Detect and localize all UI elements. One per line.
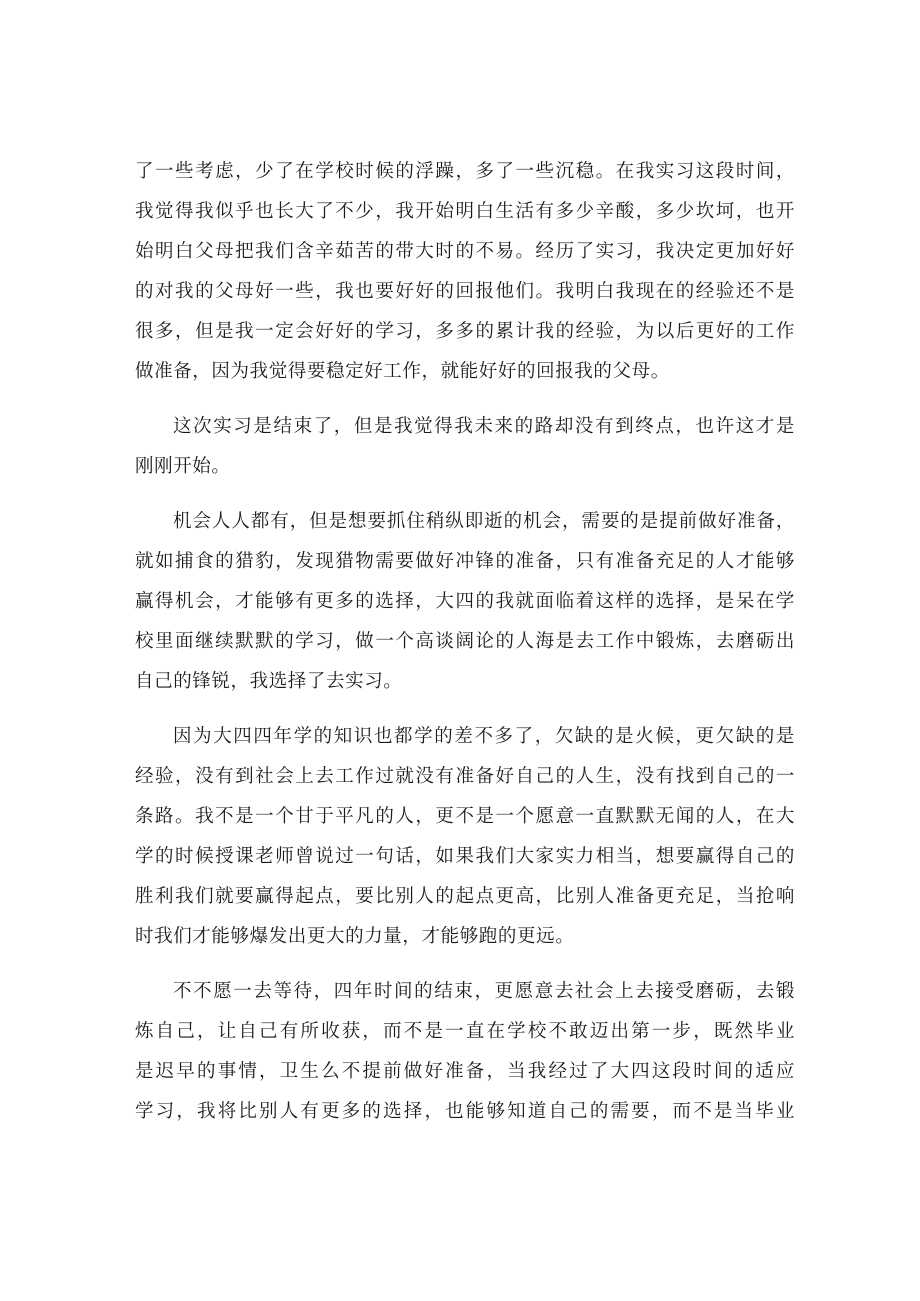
- text-line: 学的时候授课老师曾说过一句话，如果我们大家实力相当，想要赢得自己的: [135, 846, 795, 867]
- text-line: 自己的锋锐，我选择了去实习。: [135, 671, 403, 692]
- text-line: 我觉得我似乎也长大了不少，我开始明白生活有多少辛酸，多少坎坷，也开: [135, 201, 795, 222]
- text-line: 炼自己，让自己有所收获，而不是一直在学校不敢迈出第一步，既然毕业: [135, 1021, 795, 1042]
- text-line: 时我们才能够爆发出更大的力量，才能够跑的更远。: [135, 926, 575, 947]
- text-line: 经验，没有到社会上去工作过就没有准备好自己的人生，没有找到自己的一: [135, 766, 795, 787]
- text-line: 赢得机会，才能够有更多的选择，大四的我就面临着这样的选择，是呆在学: [135, 591, 795, 612]
- text-line: 很多，但是我一定会好好的学习，多多的累计我的经验，为以后更好的工作: [135, 321, 795, 342]
- paragraph-2: [135, 407, 795, 487]
- text-line: 的对我的父母好一些，我也要好好的回报他们。我明白我现在的经验还不是: [135, 281, 795, 302]
- text-line: 学习，我将比别人有更多的选择，也能够知道自己的需要，而不是当毕业: [135, 1101, 795, 1122]
- text-line: 就如捕食的猎豹，发现猎物需要做好冲锋的准备，只有准备充足的人才能够: [135, 551, 795, 572]
- text-line: 机会人人都有，但是想要抓住稍纵即逝的机会，需要的是提前做好准备，: [173, 511, 795, 532]
- text-line: 了一些考虑，少了在学校时候的浮躁，多了一些沉稳。在我实习这段时间，: [135, 161, 795, 182]
- paragraph-3: [135, 502, 795, 702]
- text-line: 是迟早的事情，卫生么不提前做好准备，当我经过了大四这段时间的适应: [135, 1061, 795, 1082]
- text-line: 始明白父母把我们含辛茹苦的带大时的不易。经历了实习，我决定更加好好: [135, 241, 795, 262]
- text-line: 条路。我不是一个甘于平凡的人，更不是一个愿意一直默默无闻的人，在大: [135, 806, 795, 827]
- text-line: 刚刚开始。: [135, 456, 231, 477]
- paragraph-4: [135, 717, 795, 957]
- paragraph-1: [135, 152, 795, 392]
- paragraph-5: [135, 972, 795, 1132]
- text-line: 这次实习是结束了，但是我觉得我未来的路却没有到终点，也许这才是: [173, 416, 795, 437]
- text-line: 不不愿一去等待，四年时间的结束，更愿意去社会上去接受磨砺，去锻: [173, 981, 795, 1002]
- text-line: 因为大四四年学的知识也都学的差不多了，欠缺的是火候，更欠缺的是: [173, 726, 795, 747]
- text-line: 做准备，因为我觉得要稳定好工作，就能好好的回报我的父母。: [135, 361, 670, 382]
- document-body: [135, 152, 795, 1147]
- text-line: 校里面继续默默的学习，做一个高谈阔论的人海是去工作中锻炼，去磨砺出: [135, 631, 795, 652]
- text-line: 胜利我们就要赢得起点，要比别人的起点更高，比别人准备更充足，当抢响: [135, 886, 795, 907]
